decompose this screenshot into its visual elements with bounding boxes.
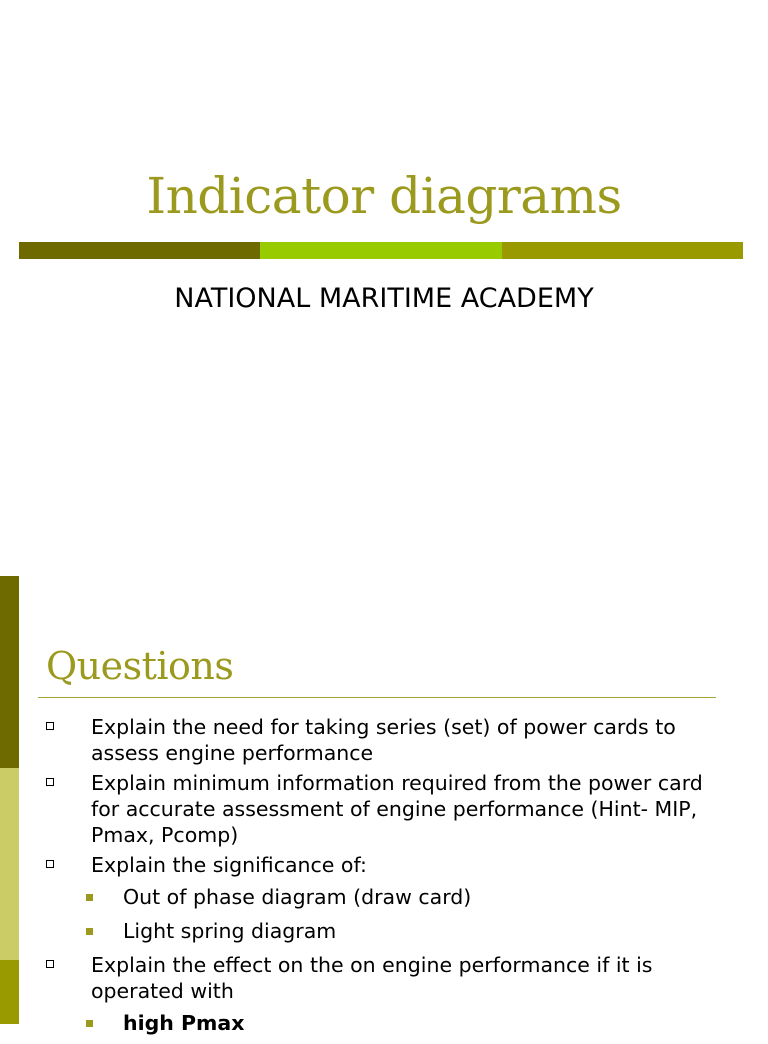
- accent-bar-segment-dark: [19, 242, 260, 259]
- list-item-text: Explain the effect on the on engine performance if it is operated with: [91, 953, 653, 1003]
- list-item-text: Explain the significance of:: [91, 853, 367, 877]
- sub-list-item: [46, 1010, 726, 1036]
- sub-list-item-text: Out of phase diagram (draw card): [123, 885, 472, 909]
- slide-title: Questions: [46, 644, 234, 688]
- list-item: [46, 852, 726, 878]
- filled-square-bullet-icon: [86, 928, 93, 935]
- list-item: [46, 770, 726, 848]
- filled-square-bullet-icon: [86, 894, 93, 901]
- title-accent-bar: [19, 242, 743, 259]
- accent-bar-segment-lime: [260, 242, 501, 259]
- list-item-text: Explain the need for taking series (set) of power cards to assess engine performance: [91, 715, 676, 765]
- title-divider: [38, 697, 716, 698]
- list-item: [46, 952, 726, 1004]
- hollow-square-bullet-icon: [46, 860, 54, 868]
- hollow-square-bullet-icon: [46, 778, 54, 786]
- questions-slide: [0, 576, 768, 1035]
- side-bar-segment-light: [0, 768, 19, 960]
- list-item-text: Explain minimum information required from the power card for accurate assessment of engine performance (Hint- MIP, Pmax, Pcomp): [91, 771, 703, 847]
- sub-list-item-text: Light spring diagram: [123, 919, 337, 943]
- accent-bar-segment-olive: [502, 242, 743, 259]
- side-bar-segment-dark: [0, 576, 19, 768]
- slide-title: Indicator diagrams: [146, 167, 622, 225]
- sub-list-item: [46, 884, 726, 910]
- sub-list-item: [46, 918, 726, 944]
- side-bar-segment-olive: [0, 960, 19, 1024]
- side-accent-bar: [0, 576, 19, 1024]
- hollow-square-bullet-icon: [46, 960, 54, 968]
- question-list: [46, 714, 726, 1044]
- list-item: [46, 714, 726, 766]
- slide-subtitle: NATIONAL MARITIME ACADEMY: [174, 283, 594, 314]
- sub-list-item-text: high Pmax: [123, 1011, 245, 1035]
- hollow-square-bullet-icon: [46, 722, 54, 730]
